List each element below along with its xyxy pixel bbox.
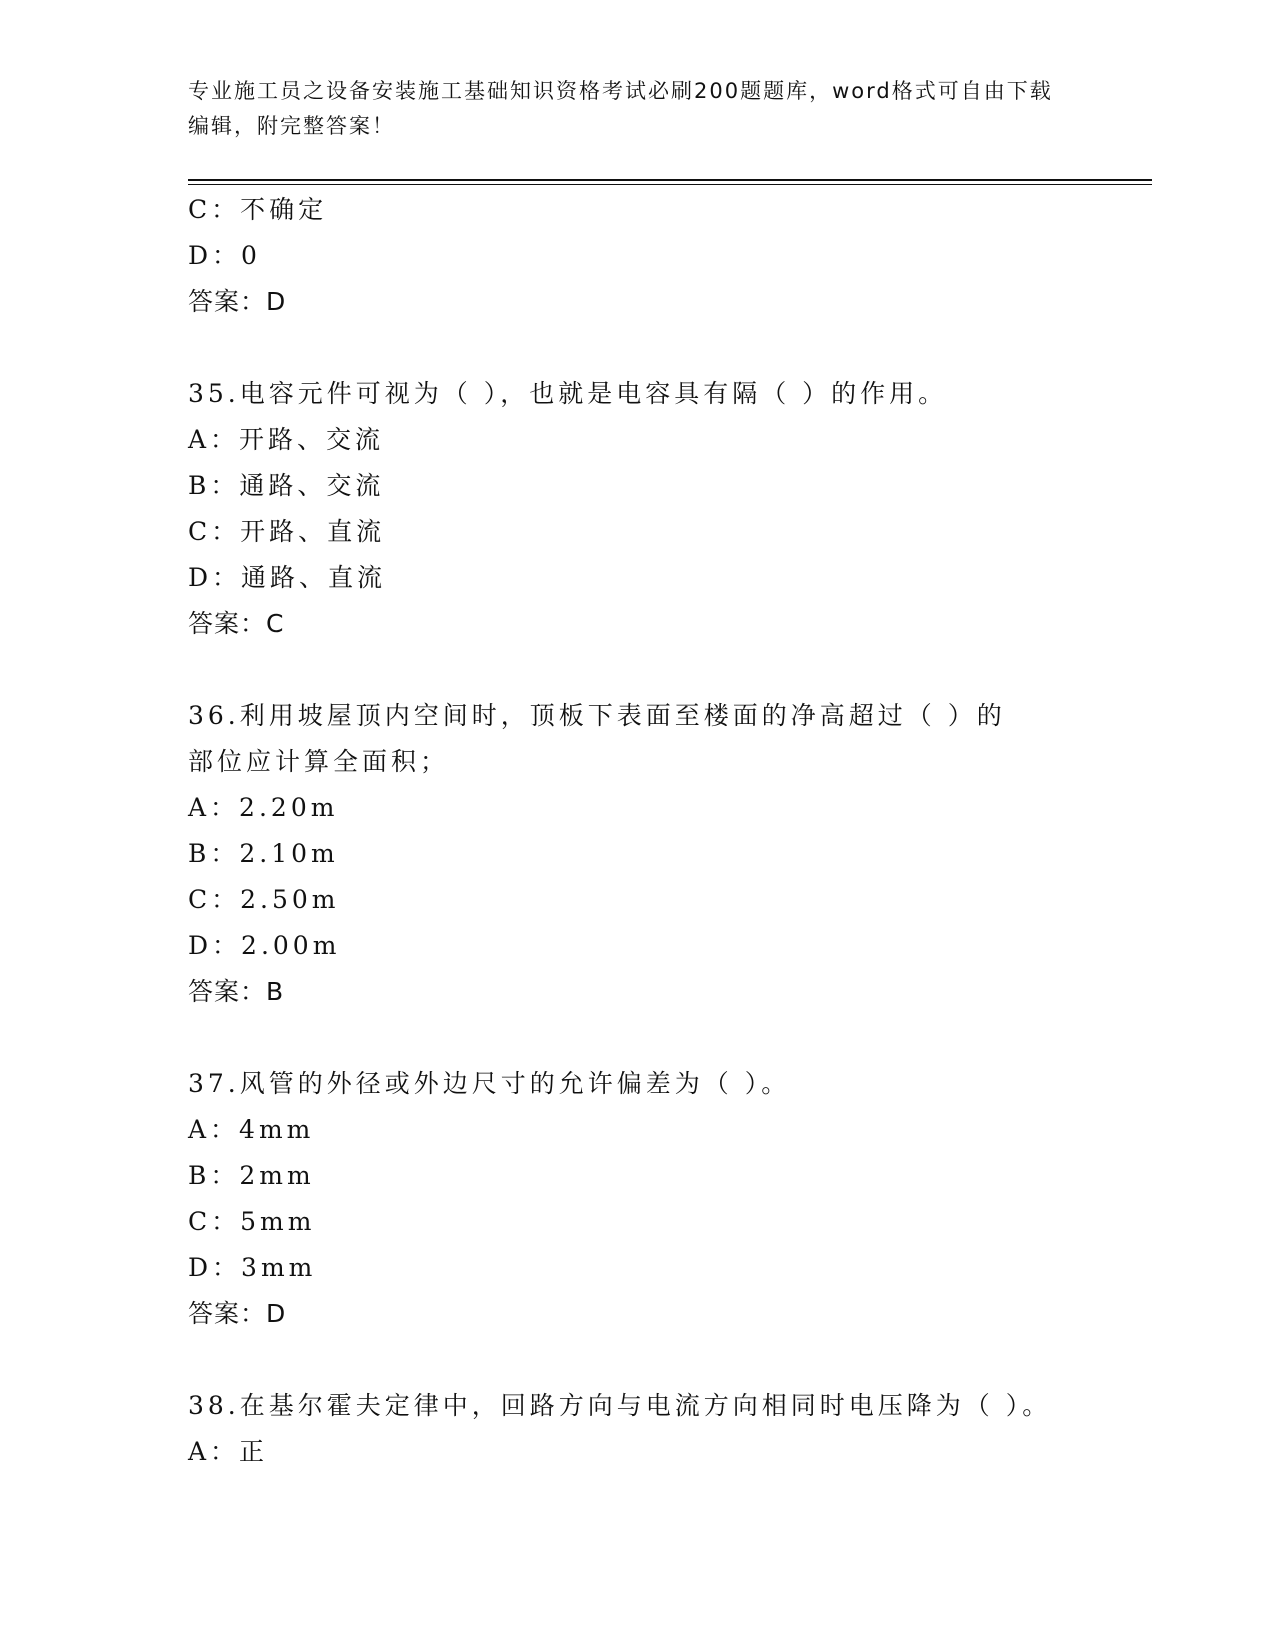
option-d: D：0	[188, 241, 261, 270]
option-c: C：5mm	[188, 1207, 316, 1236]
question-34-continued	[188, 187, 1088, 325]
question-35	[188, 371, 1088, 647]
option-c: C：不确定	[188, 195, 328, 224]
option-b: B：2.10m	[188, 839, 339, 868]
option-c: C：2.50m	[188, 885, 340, 914]
option-d: D：3mm	[188, 1253, 317, 1282]
answer-line: 答案：B	[188, 977, 285, 1006]
document-header: 专业施工员之设备安装施工基础知识资格考试必刷200题题库，word格式可自由下载编辑，附完整答案！	[188, 79, 1053, 138]
question-37	[188, 1061, 1088, 1337]
answer-line: 答案：C	[188, 609, 285, 638]
question-38	[188, 1383, 1088, 1475]
question-36	[188, 693, 1088, 1015]
option-d: D：2.00m	[188, 931, 341, 960]
question-stem: 38.在基尔霍夫定律中，回路方向与电流方向相同时电压降为（ ）。	[188, 1391, 1052, 1420]
option-a: A：4mm	[188, 1115, 315, 1144]
option-a: A：2.20m	[188, 793, 339, 822]
header-divider-thin	[188, 184, 1152, 185]
question-stem: 35.电容元件可视为（ ），也就是电容具有隔（ ）的作用。	[188, 379, 948, 408]
option-a: A：开路、交流	[188, 425, 385, 454]
question-stem: 36.利用坡屋顶内空间时，顶板下表面至楼面的净高超过（ ）的部位应计算全面积；	[188, 701, 1006, 776]
option-b: B：2mm	[188, 1161, 315, 1190]
answer-line: 答案：D	[188, 287, 287, 316]
option-a: A：正	[188, 1437, 269, 1466]
option-d: D：通路、直流	[188, 563, 387, 592]
answer-line: 答案：D	[188, 1299, 287, 1328]
question-stem: 37.风管的外径或外边尺寸的允许偏差为（ ）。	[188, 1069, 791, 1098]
question-list	[188, 187, 1088, 1475]
header-divider-thick	[188, 179, 1152, 181]
option-b: B：通路、交流	[188, 471, 385, 500]
option-c: C：开路、直流	[188, 517, 386, 546]
